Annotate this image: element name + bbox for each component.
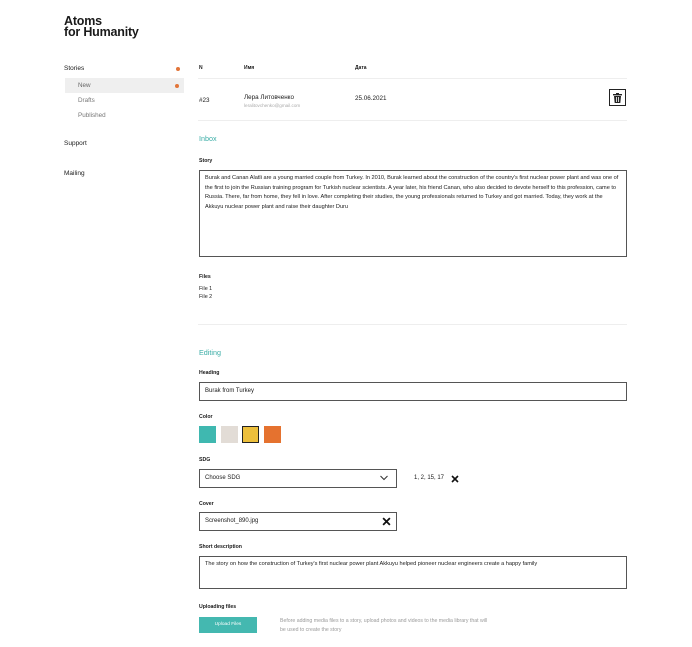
column-header-n: N [199,65,203,71]
brand-line-2: for Humanity [64,25,139,39]
row-email: leralitovchenko@gmail.com [244,103,301,108]
color-label: Color [199,414,213,420]
row-name: Лера Литовченко [244,94,295,101]
sdg-select[interactable] [199,469,397,488]
story-textarea[interactable]: Burak and Canan Alatli are a young married couple from Turkey. In 2010, Burak learned about the construction of the country's first nuclear power plant and was one of the first to join the Russian training program for Turkish nuclear scientists. A year later, his friend Canan, who also decided to devote herself to this profession, came to Russia. There, far from home, they fell in love. After completing their studies, the young professionals returned to Turkey and got married. Today, they work at the Akkuyu nuclear power plant and raise their daughter Duru [199,170,627,257]
sidebar-item-mailing[interactable] [64,169,184,179]
color-swatch-yellow-selected[interactable] [242,426,259,443]
notification-dot [176,67,180,71]
sidebar-item-label: Mailing [64,170,85,177]
file-link-2[interactable]: File 2 [199,294,213,300]
row-number: #23 [199,97,210,104]
sidebar-subitem-label: New [78,82,91,89]
color-swatch-orange[interactable] [264,426,281,443]
brand-logo [64,16,139,38]
cover-label: Cover [199,501,214,507]
sidebar-item-stories[interactable] [64,64,184,74]
sidebar-subitem-published[interactable] [65,108,184,123]
sidebar-subitem-label: Published [78,112,106,119]
sdg-label: SDG [199,457,211,463]
cover-filename: Screenshot_890.jpg [205,518,259,524]
notification-dot [175,84,179,88]
upload-files-button[interactable]: Upload Files [199,617,257,633]
editing-title: Editing [199,348,221,357]
sdg-selected-values: 1, 2, 15, 17 [414,475,445,481]
story-label: Story [199,158,213,164]
heading-label: Heading [199,370,220,376]
short-description-label: Short description [199,544,242,550]
heading-input[interactable]: Burak from Turkey [199,382,627,401]
divider [198,324,627,325]
chevron-down-icon [380,475,388,481]
color-swatch-beige[interactable] [221,426,238,443]
file-link-1[interactable]: File 1 [199,286,213,292]
sidebar-item-label: Support [64,140,87,147]
clear-cover-icon[interactable] [382,517,391,526]
row-date: 25.06.2021 [355,95,387,102]
sidebar-subitem-drafts[interactable] [65,93,184,108]
short-description-textarea[interactable]: The story on how the construction of Turkey's first nuclear power plant Akkuyu helped pioneer nuclear engineers create a happy family [199,556,627,589]
sidebar [64,64,184,179]
sdg-select-value: Choose SDG [205,475,241,481]
inbox-title: Inbox [199,134,217,143]
clear-sdg-icon[interactable] [451,475,459,483]
cover-input[interactable] [199,512,397,531]
delete-button[interactable] [609,89,626,106]
sidebar-subitem-label: Drafts [78,97,95,104]
brand-line-1: Atoms [64,14,102,28]
uploading-files-label: Uploading files [199,604,237,610]
sidebar-item-support[interactable] [64,139,184,149]
column-header-name: Имя [244,65,255,71]
upload-hint: Before adding media files to a story, upload photos and videos to the media library that will be used to create the story [280,618,488,633]
column-header-date: Дата [355,65,367,71]
files-label: Files [199,274,211,280]
sidebar-item-label: Stories [64,65,85,72]
divider [198,120,627,121]
sidebar-subitem-new[interactable] [65,78,184,93]
trash-icon [613,93,622,103]
color-swatch-teal[interactable] [199,426,216,443]
divider [198,78,627,79]
